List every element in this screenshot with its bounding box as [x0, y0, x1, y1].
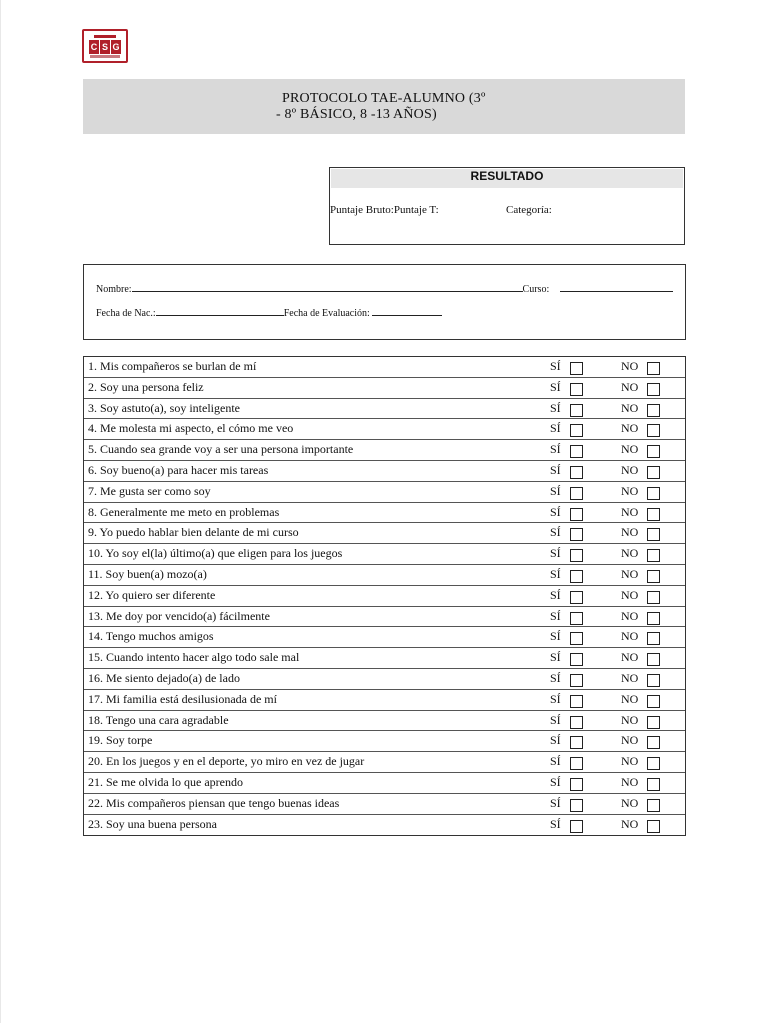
question-text: 15. Cuando intento hacer algo todo sale mal [88, 650, 300, 665]
title-line-2: - 8º BÁSICO, 8 -13 AÑOS) [276, 107, 437, 122]
no-label: NO [621, 691, 639, 706]
yes-checkbox[interactable] [570, 799, 583, 812]
result-heading: RESULTADO [331, 169, 683, 188]
question-row [84, 482, 685, 503]
categoria-label: Categoría: [506, 204, 552, 216]
yes-checkbox[interactable] [570, 508, 583, 521]
question-row [84, 711, 685, 732]
no-checkbox[interactable] [647, 799, 660, 812]
yes-checkbox[interactable] [570, 674, 583, 687]
no-label: NO [621, 442, 639, 457]
question-row [84, 690, 685, 711]
yes-label: SÍ [550, 400, 561, 415]
question-row [84, 461, 685, 482]
question-text: 17. Mi familia está desilusionada de mí [88, 691, 277, 706]
yes-checkbox[interactable] [570, 716, 583, 729]
question-row [84, 607, 685, 628]
question-row [84, 669, 685, 690]
question-text: 11. Soy buen(a) mozo(a) [88, 566, 207, 581]
question-row [84, 773, 685, 794]
yes-label: SÍ [550, 754, 561, 769]
question-text: 9. Yo puedo hablar bien delante de mi curso [88, 525, 299, 540]
no-checkbox[interactable] [647, 695, 660, 708]
no-checkbox[interactable] [647, 570, 660, 583]
question-text: 12. Yo quiero ser diferente [88, 587, 216, 602]
title-line-1: PROTOCOLO TAE-ALUMNO (3º [282, 91, 486, 106]
no-label: NO [621, 774, 639, 789]
no-label: NO [621, 587, 639, 602]
yes-label: SÍ [550, 525, 561, 540]
no-label: NO [621, 525, 639, 540]
question-row [84, 815, 685, 836]
no-checkbox[interactable] [647, 466, 660, 479]
no-checkbox[interactable] [647, 383, 660, 396]
fecha-nac-field[interactable] [156, 305, 284, 316]
document-title [276, 91, 576, 123]
curso-line [560, 281, 673, 295]
no-checkbox[interactable] [647, 591, 660, 604]
question-text: 2. Soy una persona feliz [88, 379, 204, 394]
question-text: 4. Me molesta mi aspecto, el cómo me veo [88, 421, 294, 436]
yes-label: SÍ [550, 566, 561, 581]
yes-checkbox[interactable] [570, 383, 583, 396]
question-row [84, 731, 685, 752]
question-text: 20. En los juegos y en el deporte, yo miro en vez de jugar [88, 754, 365, 769]
yes-label: SÍ [550, 546, 561, 561]
no-label: NO [621, 379, 639, 394]
no-checkbox[interactable] [647, 487, 660, 500]
yes-checkbox[interactable] [570, 404, 583, 417]
logo-letter: S [101, 42, 108, 52]
yes-label: SÍ [550, 483, 561, 498]
no-label: NO [621, 670, 639, 685]
no-label: NO [621, 608, 639, 623]
yes-checkbox[interactable] [570, 362, 583, 375]
question-text: 10. Yo soy el(la) último(a) que eligen para los juegos [88, 546, 343, 561]
yes-label: SÍ [550, 587, 561, 602]
question-row [84, 586, 685, 607]
yes-checkbox[interactable] [570, 549, 583, 562]
question-text: 8. Generalmente me meto en problemas [88, 504, 280, 519]
question-text: 1. Mis compañeros se burlan de mí [88, 359, 257, 373]
yes-label: SÍ [550, 816, 561, 831]
yes-checkbox[interactable] [570, 695, 583, 708]
yes-label: SÍ [550, 691, 561, 706]
no-label: NO [621, 795, 639, 810]
no-checkbox[interactable] [647, 424, 660, 437]
yes-label: SÍ [550, 733, 561, 748]
no-checkbox[interactable] [647, 549, 660, 562]
question-text: 13. Me doy por vencido(a) fácilmente [88, 608, 270, 623]
question-row [84, 399, 685, 420]
curso-field[interactable] [560, 281, 673, 292]
no-checkbox[interactable] [647, 674, 660, 687]
result-box [329, 167, 685, 245]
question-text: 23. Soy una buena persona [88, 816, 217, 831]
yes-checkbox[interactable] [570, 570, 583, 583]
question-text: 18. Tengo una cara agradable [88, 712, 229, 727]
no-checkbox[interactable] [647, 445, 660, 458]
yes-checkbox[interactable] [570, 757, 583, 770]
yes-checkbox[interactable] [570, 445, 583, 458]
yes-label: SÍ [550, 359, 561, 373]
yes-label: SÍ [550, 608, 561, 623]
yes-checkbox[interactable] [570, 778, 583, 791]
nombre-field[interactable] [132, 281, 523, 292]
question-row [84, 544, 685, 565]
no-label: NO [621, 400, 639, 415]
yes-label: SÍ [550, 442, 561, 457]
no-label: NO [621, 650, 639, 665]
yes-checkbox[interactable] [570, 591, 583, 604]
student-info-box [83, 264, 686, 340]
logo-letter: C [90, 42, 98, 52]
yes-label: SÍ [550, 421, 561, 436]
question-row [84, 503, 685, 524]
yes-label: SÍ [550, 379, 561, 394]
puntaje-label: Puntaje Bruto:Puntaje T: [330, 204, 439, 216]
no-checkbox[interactable] [647, 716, 660, 729]
question-text: 16. Me siento dejado(a) de lado [88, 670, 240, 685]
question-row [84, 752, 685, 773]
question-text: 5. Cuando sea grande voy a ser una persona importante [88, 442, 354, 457]
curso-label: Curso: [522, 284, 550, 295]
no-checkbox[interactable] [647, 632, 660, 645]
no-label: NO [621, 712, 639, 727]
no-checkbox[interactable] [647, 508, 660, 521]
question-text: 3. Soy astuto(a), soy inteligente [88, 400, 240, 415]
yes-label: SÍ [550, 504, 561, 519]
question-row [84, 794, 685, 815]
no-checkbox[interactable] [647, 653, 660, 666]
no-label: NO [621, 421, 639, 436]
no-checkbox[interactable] [647, 820, 660, 833]
questionnaire-table [83, 356, 686, 836]
yes-label: SÍ [550, 462, 561, 477]
yes-checkbox[interactable] [570, 487, 583, 500]
question-text: 22. Mis compañeros piensan que tengo buenas ideas [88, 795, 340, 810]
no-checkbox[interactable] [647, 612, 660, 625]
yes-label: SÍ [550, 629, 561, 644]
no-label: NO [621, 629, 639, 644]
school-logo [82, 29, 128, 63]
no-checkbox[interactable] [647, 404, 660, 417]
question-row [84, 648, 685, 669]
yes-checkbox[interactable] [570, 820, 583, 833]
nombre-line [96, 281, 549, 295]
question-text: 7. Me gusta ser como soy [88, 483, 211, 498]
question-row [84, 523, 685, 544]
no-label: NO [621, 754, 639, 769]
question-text: 19. Soy torpe [88, 733, 153, 748]
no-label: NO [621, 733, 639, 748]
question-row [84, 419, 685, 440]
fecha-eval-label: Fecha de Evaluación: [283, 308, 370, 319]
question-text: 21. Se me olvida lo que aprendo [88, 774, 243, 789]
yes-label: SÍ [550, 650, 561, 665]
yes-checkbox[interactable] [570, 466, 583, 479]
fecha-line [96, 305, 442, 319]
no-checkbox[interactable] [647, 362, 660, 375]
nombre-label: Nombre: [96, 284, 132, 295]
question-text: 14. Tengo muchos amigos [88, 629, 214, 644]
logo-letter: G [112, 42, 120, 52]
no-label: NO [621, 483, 639, 498]
yes-label: SÍ [550, 795, 561, 810]
question-row [84, 357, 685, 378]
no-label: NO [621, 504, 639, 519]
yes-checkbox[interactable] [570, 424, 583, 437]
question-row [84, 565, 685, 586]
no-label: NO [621, 462, 639, 477]
yes-checkbox[interactable] [570, 528, 583, 541]
yes-checkbox[interactable] [570, 632, 583, 645]
yes-label: SÍ [550, 712, 561, 727]
no-checkbox[interactable] [647, 757, 660, 770]
no-label: NO [621, 359, 639, 373]
fecha-nac-label: Fecha de Nac.: [96, 308, 156, 319]
question-row [84, 378, 685, 399]
no-label: NO [621, 566, 639, 581]
yes-checkbox[interactable] [570, 736, 583, 749]
no-label: NO [621, 816, 639, 831]
yes-label: SÍ [550, 774, 561, 789]
question-row [84, 440, 685, 461]
no-label: NO [621, 546, 639, 561]
yes-checkbox[interactable] [570, 612, 583, 625]
no-checkbox[interactable] [647, 528, 660, 541]
no-checkbox[interactable] [647, 736, 660, 749]
question-text: 6. Soy bueno(a) para hacer mis tareas [88, 462, 269, 477]
question-row [84, 627, 685, 648]
fecha-eval-field[interactable] [372, 305, 442, 316]
yes-checkbox[interactable] [570, 653, 583, 666]
no-checkbox[interactable] [647, 778, 660, 791]
yes-label: SÍ [550, 670, 561, 685]
